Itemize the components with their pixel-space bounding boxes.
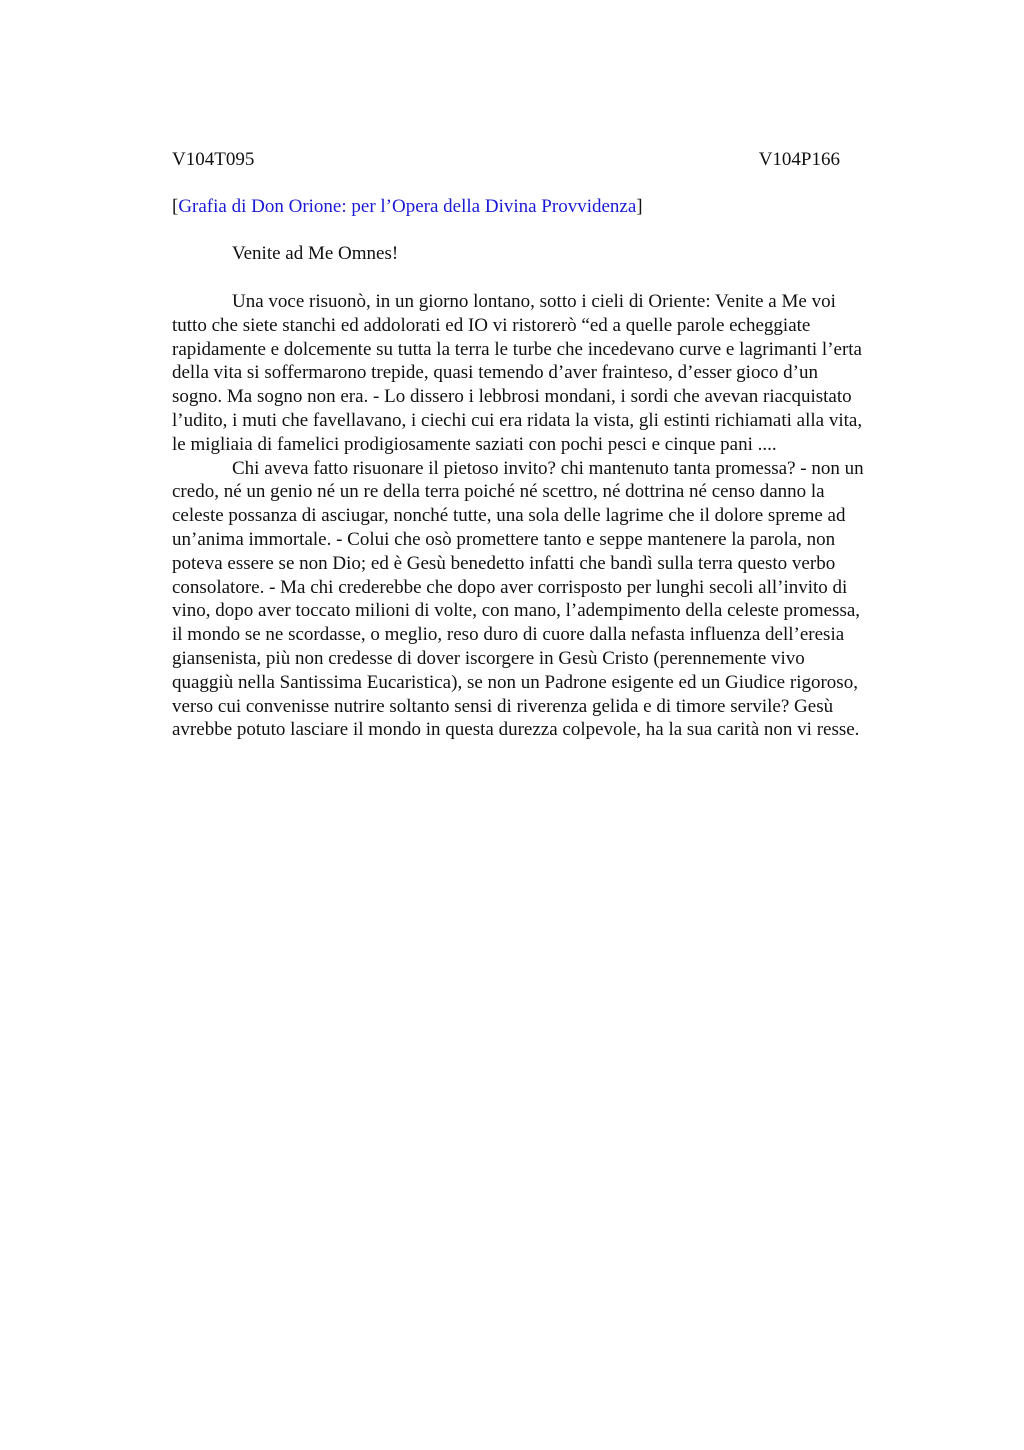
text-line: giansenista, più non credesse di dover iscorgere in Gesù Cristo (perennemente vivo [172, 647, 805, 669]
text-line: vino, dopo aver toccato milioni di volte, con mano, l’adempimento della celeste promessa, [172, 600, 861, 622]
text-line: quaggiù nella Santissima Eucaristica), se non un Padrone esigente ed un Giudice rigoroso, [172, 671, 858, 693]
text-line: l’udito, i muti che favellavano, i ciechi cui era ridata la vista, gli estinti richiamati alla vita, [172, 409, 863, 431]
text-line: Una voce risuonò, in un giorno lontano, sotto i cieli di Oriente: Venite a Me voi [232, 291, 836, 312]
text-line: rapidamente e dolcemente su tutta la terra le turbe che incedevano curve e lagrimanti l’erta [172, 338, 862, 360]
paragraph-1 [172, 290, 932, 457]
text-line: le migliaia di famelici prodigiosamente saziati con pochi pesci e cinque pani .... [172, 433, 777, 455]
close-bracket: ] [636, 196, 643, 217]
source-note [172, 195, 643, 219]
volume-page-code: V104P166 [758, 149, 840, 170]
text-line: consolatore. - Ma chi crederebbe che dopo aver corrisposto per lunghi secoli all’invito di [172, 576, 848, 598]
text-line: il mondo se ne scordasse, o meglio, reso duro di cuore dalla nefasta influenza dell’eresia [172, 624, 845, 646]
text-line: Chi aveva fatto risuonare il pietoso invito? chi mantenuto tanta promessa? - non un [232, 457, 864, 479]
text-line: avrebbe potuto lasciare il mondo in questa durezza colpevole, ha la sua carità non vi resse. [172, 719, 860, 741]
document-header [172, 148, 840, 172]
text-line: verso cui convenisse nutrire soltanto sensi di riverenza gelida e di timore servile? Gesù [172, 695, 834, 717]
text-line: tutto che siete stanchi ed addolorati ed IO vi ristorerò “ed a quelle parole echeggiate [172, 314, 811, 336]
paragraph-2 [172, 457, 932, 743]
text-line: sogno. Ma sogno non era. - Lo dissero i lebbrosi mondani, i sordi che avevan riacquistato [172, 386, 852, 408]
text-line: della vita si soffermarono trepide, quasi temendo d’aver frainteso, d’esser gioco d’un [172, 362, 818, 384]
text-line: poteva essere se non Dio; ed è Gesù benedetto infatti che bandì sulla terra questo verbo [172, 552, 836, 574]
document-subtitle: Venite ad Me Omnes! [232, 243, 399, 264]
source-note-title: Grafia di Don Orione: per l’Opera della Divina Provvidenza [178, 196, 637, 217]
text-line: celeste possanza di asciugar, nonché tutte, una sola delle lagrime che il dolore spreme ad [172, 505, 846, 527]
document-body [172, 290, 932, 742]
text-line: credo, né un genio né un re della terra poiché né scettro, né dottrina né censo danno la [172, 481, 825, 503]
volume-text-code: V104T095 [172, 149, 255, 170]
open-bracket: [ [172, 196, 179, 217]
text-line: un’anima immortale. - Colui che osò promettere tanto e seppe mantenere la parola, non [172, 528, 836, 550]
